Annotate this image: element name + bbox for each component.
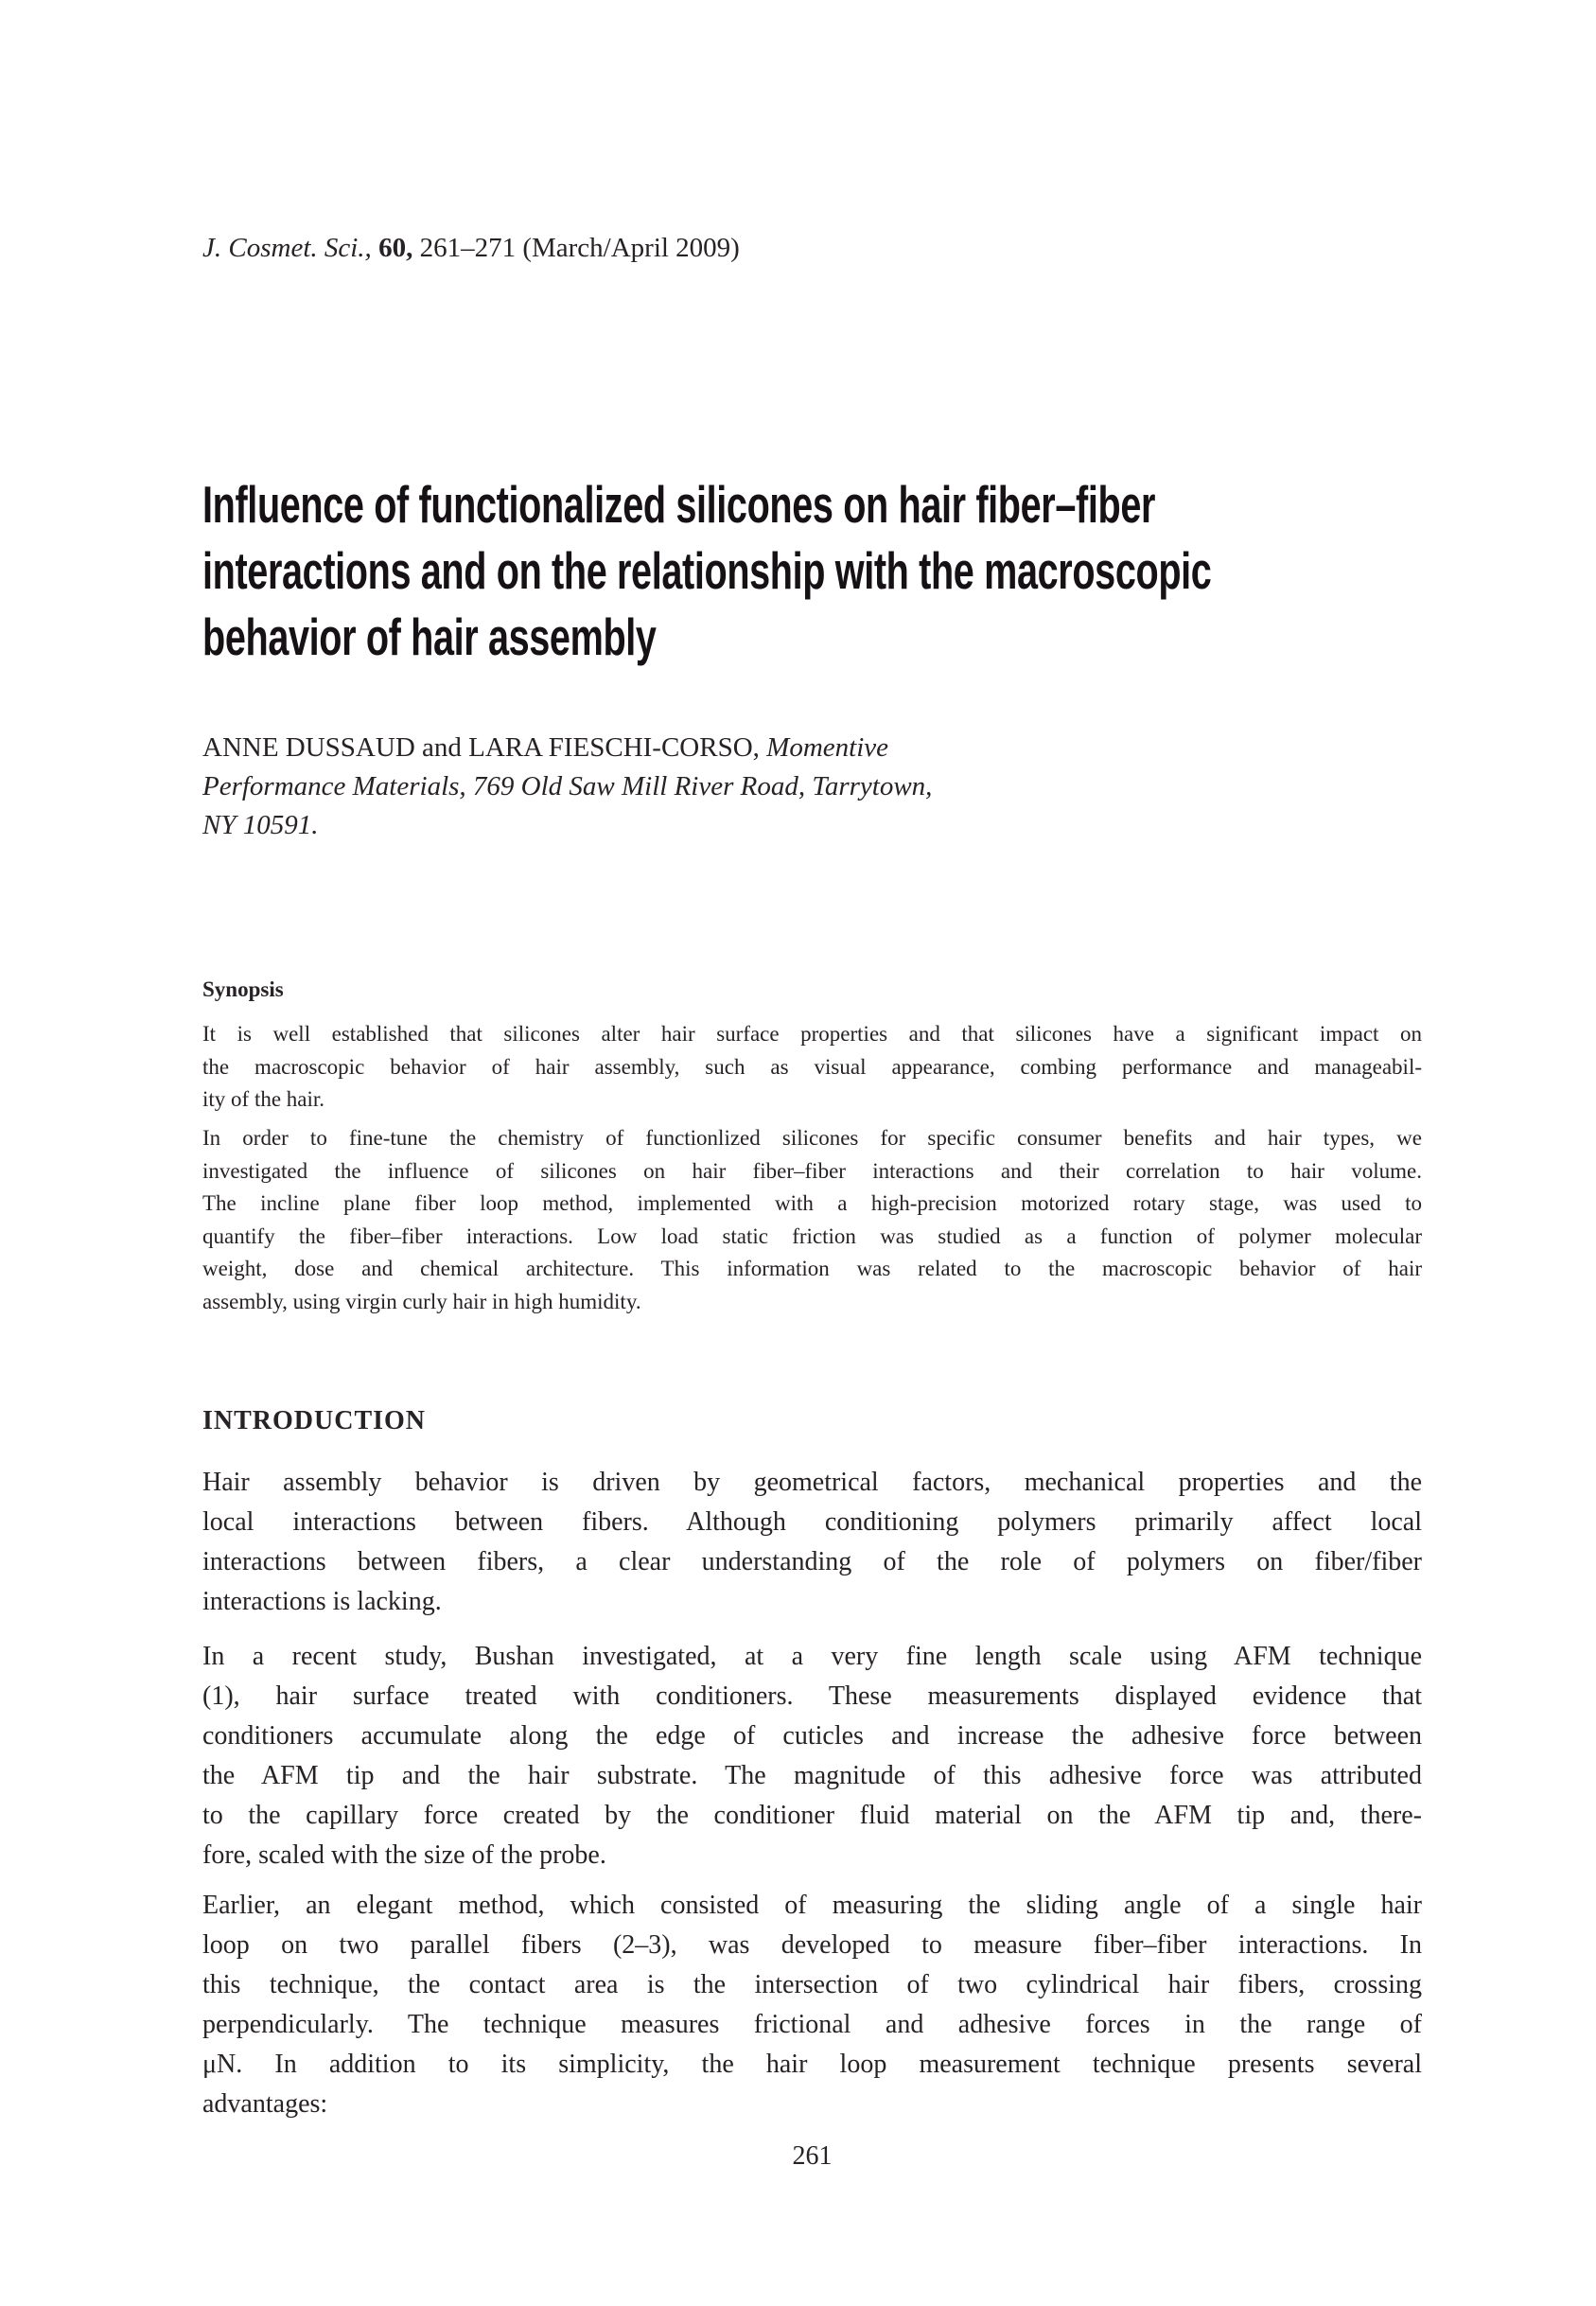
page-number: 261 — [792, 2141, 833, 2171]
text-line: In order to fine-tune the chemistry of functionlized silicones for specific consumer benefits and hair types, we — [202, 1126, 1422, 1150]
journal-abbreviation: J. Cosmet. Sci., — [202, 233, 379, 263]
text-line: this technique, the contact area is the intersection of two cylindrical hair fibers, crossing — [202, 1970, 1422, 1999]
text-line: to the capillary force created by the conditioner fluid material on the AFM tip and, there- — [202, 1801, 1422, 1830]
authors-affiliation-block — [202, 729, 1422, 845]
author-names: ANNE DUSSAUD and LARA FIESCHI-CORSO, — [202, 732, 767, 763]
article-title-line-3: behavior of hair assembly — [202, 607, 657, 666]
text-line: ity of the hair. — [202, 1087, 325, 1111]
text-line: interactions is lacking. — [202, 1587, 442, 1616]
text-line: interactions between fibers, a clear understanding of the role of polymers on fiber/fiber — [202, 1547, 1422, 1576]
text-line: Earlier, an elegant method, which consisted of measuring the sliding angle of a single hair — [202, 1891, 1422, 1920]
text-line: It is well established that silicones alter hair surface properties and that silicones have a significant impact on — [202, 1022, 1422, 1046]
text-line: (1), hair surface treated with conditioners. These measurements displayed evidence that — [202, 1681, 1422, 1711]
text-line: investigated the influence of silicones on hair fiber–fiber interactions and their correlation to hair volume. — [202, 1158, 1422, 1183]
affiliation-line-2: NY 10591. — [202, 810, 319, 840]
journal-citation-line — [202, 231, 1422, 265]
article-title-line-2: interactions and on the relationship with the macroscopic — [202, 541, 1212, 600]
text-line: fore, scaled with the size of the probe. — [202, 1840, 606, 1870]
text-line: advantages: — [202, 2089, 328, 2119]
text-line: the AFM tip and the hair substrate. The magnitude of this adhesive force was attributed — [202, 1761, 1422, 1790]
synopsis-paragraph-2 — [202, 1122, 1422, 1318]
issue-pages-date: 261–271 (March/April 2009) — [419, 233, 740, 263]
intro-paragraph-2 — [202, 1637, 1422, 1875]
article-title-line-1: Influence of functionalized silicones on hair fiber–fiber — [202, 475, 1156, 534]
affiliation-line-1: Performance Materials, 769 Old Saw Mill River Road, Tarrytown, — [202, 771, 933, 801]
text-line: weight, dose and chemical architecture. This information was related to the macroscopic behavior of hair — [202, 1257, 1422, 1280]
synopsis-paragraph-1 — [202, 1018, 1422, 1117]
text-line: Hair assembly behavior is driven by geometrical factors, mechanical properties and the — [202, 1468, 1422, 1497]
introduction-heading: INTRODUCTION — [202, 1406, 427, 1435]
text-line: The incline plane fiber loop method, implemented with a high-precision motorized rotary stage, was used to — [202, 1191, 1422, 1215]
authors-line — [202, 729, 1422, 767]
text-line: the macroscopic behavior of hair assembly, such as visual appearance, combing performance and manageabil- — [202, 1054, 1422, 1079]
intro-paragraph-3 — [202, 1886, 1422, 2124]
text-line: assembly, using virgin curly hair in high humidity. — [202, 1289, 641, 1313]
affiliation-start: Momentive — [766, 732, 889, 763]
text-line: In a recent study, Bushan investigated, at a very fine length scale using AFM technique — [202, 1642, 1422, 1671]
article-title — [202, 471, 1422, 670]
intro-paragraph-1 — [202, 1463, 1422, 1622]
text-line: μN. In addition to its simplicity, the hair loop measurement technique presents several — [202, 2050, 1422, 2079]
text-line: perpendicularly. The technique measures frictional and adhesive forces in the range of — [202, 2010, 1422, 2039]
text-line: local interactions between fibers. Although conditioning polymers primarily affect local — [202, 1507, 1422, 1537]
text-line: quantify the fiber–fiber interactions. Low load static friction was studied as a function of polymer molecular — [202, 1223, 1422, 1248]
text-line: loop on two parallel fibers (2–3), was developed to measure fiber–fiber interactions. In — [202, 1930, 1422, 1960]
text-line: conditioners accumulate along the edge of cuticles and increase the adhesive force between — [202, 1721, 1422, 1751]
synopsis-heading: Synopsis — [202, 977, 284, 1001]
volume-number: 60, — [378, 233, 420, 263]
